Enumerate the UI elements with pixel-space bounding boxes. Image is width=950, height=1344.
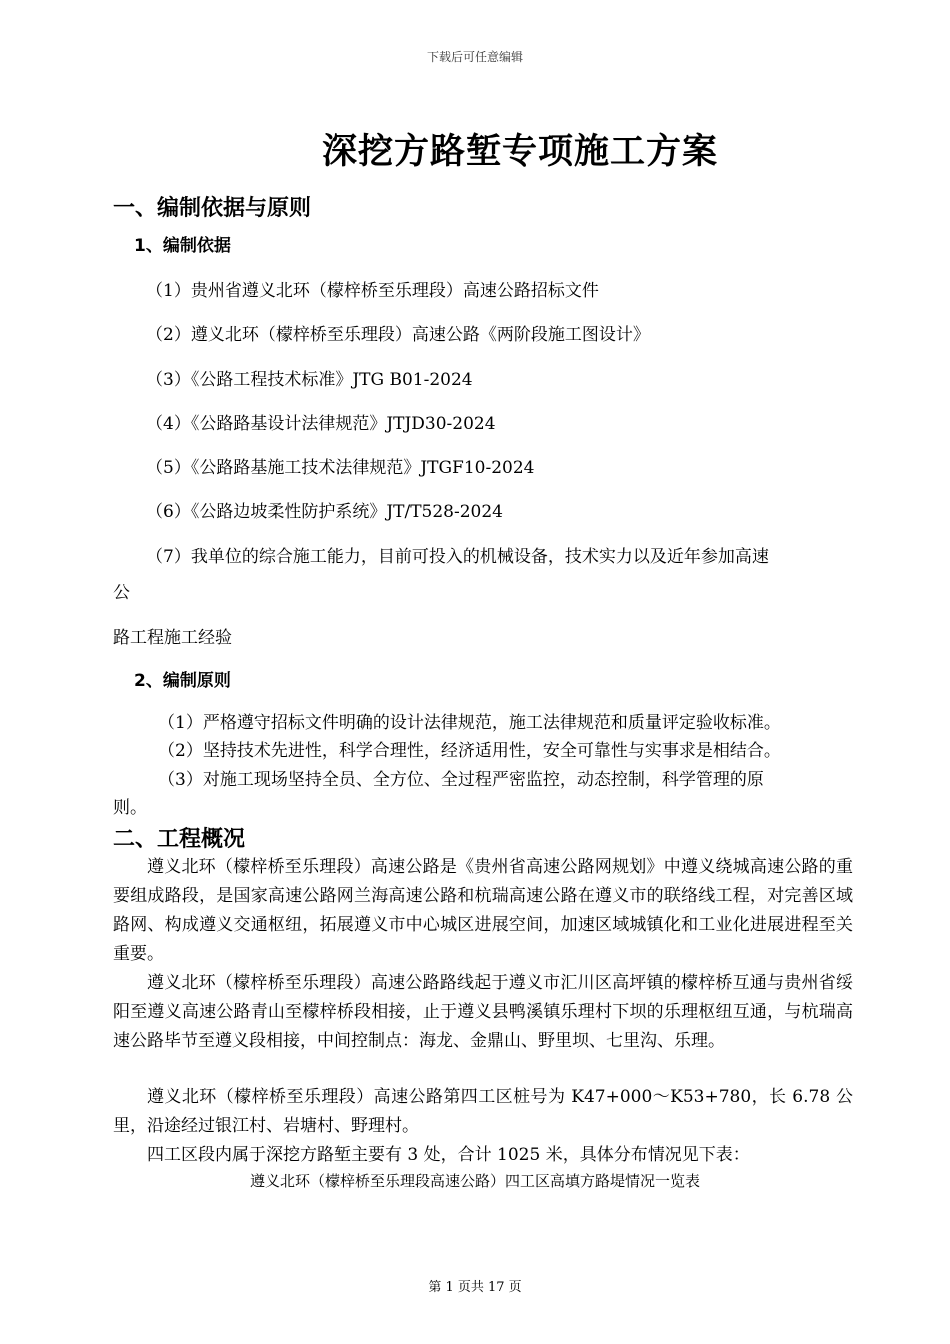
basis-item-6: （6）《公路边坡柔性防护系统》JT/T528-2024 xyxy=(146,502,503,522)
subsection-2-heading: 2、编制原则 xyxy=(134,671,231,691)
page-header-note: 下载后可任意编辑 xyxy=(426,50,523,64)
subsection-1-heading: 1、编制依据 xyxy=(134,236,231,256)
basis-item-7-cont-2: 路工程施工经验 xyxy=(113,628,232,648)
overview-paragraph-2: 遵义北环（檬梓桥至乐理段）高速公路路线起于遵义市汇川区高坪镇的檬梓桥互通与贵州省绥阳至遵义高速公路青山至檬梓桥段相接，止于遵义县鸭溪镇乐理村下坝的乐理枢纽互通，与杭瑞高速公路毕节至遵义段相接，中间控制点：海龙、金鼎山、野里坝、七里沟、乐理。 xyxy=(113,973,853,1051)
basis-item-7: （7）我单位的综合施工能力，目前可投入的机械设备，技术实力以及近年参加高速 xyxy=(146,547,769,567)
document-title: 深挖方路堑专项施工方案 xyxy=(321,132,718,172)
overview-paragraph-4: 四工区段内属于深挖方路堑主要有 3 处，合计 1025 米，具体分布情况见下表： xyxy=(147,1145,750,1165)
basis-item-4: （4）《公路路基设计法律规范》JTJD30-2024 xyxy=(146,414,496,434)
principle-item-1: （1）严格遵守招标文件明确的设计法律规范，施工法律规范和质量评定验收标准。 xyxy=(158,713,781,733)
principle-item-3-cont: 则。 xyxy=(113,798,147,818)
basis-item-2: （2）遵义北环（檬梓桥至乐理段）高速公路《两阶段施工图设计》 xyxy=(146,325,650,345)
basis-item-7-cont-1: 公 xyxy=(113,583,130,603)
section-2-heading: 二、工程概况 xyxy=(113,827,246,852)
table-caption: 遵义北环（檬梓桥至乐理段高速公路）四工区高填方路堤情况一览表 xyxy=(249,1172,700,1190)
overview-paragraph-3: 遵义北环（檬梓桥至乐理段）高速公路第四工区桩号为 K47+000～K53+780，长 6.78 公里，沿途经过银江村、岩塘村、野理村。 xyxy=(113,1087,853,1136)
page-number: 第 1 页共 17 页 xyxy=(428,1280,522,1295)
principle-item-2: （2）坚持技术先进性，科学合理性，经济适用性，安全可靠性与实事求是相结合。 xyxy=(158,741,781,761)
basis-item-3: （3）《公路工程技术标准》JTG B01-2024 xyxy=(146,370,473,390)
principle-item-3: （3）对施工现场坚持全员、全方位、全过程严密监控，动态控制，科学管理的原 xyxy=(158,770,764,790)
overview-paragraph-1: 遵义北环（檬梓桥至乐理段）高速公路是《贵州省高速公路网规划》中遵义绕城高速公路的重要组成路段，是国家高速公路网兰海高速公路和杭瑞高速公路在遵义市的联络线工程，对完善区域路网、构成遵义交通枢纽，拓展遵义市中心城区进展空间，加速区域城镇化和工业化进展进程至关重要。 xyxy=(113,857,853,964)
section-1-heading: 一、编制依据与原则 xyxy=(113,196,312,221)
basis-item-5: （5）《公路路基施工技术法律规范》JTGF10-2024 xyxy=(146,458,535,478)
basis-item-1: （1）贵州省遵义北环（檬梓桥至乐理段）高速公路招标文件 xyxy=(146,281,599,301)
